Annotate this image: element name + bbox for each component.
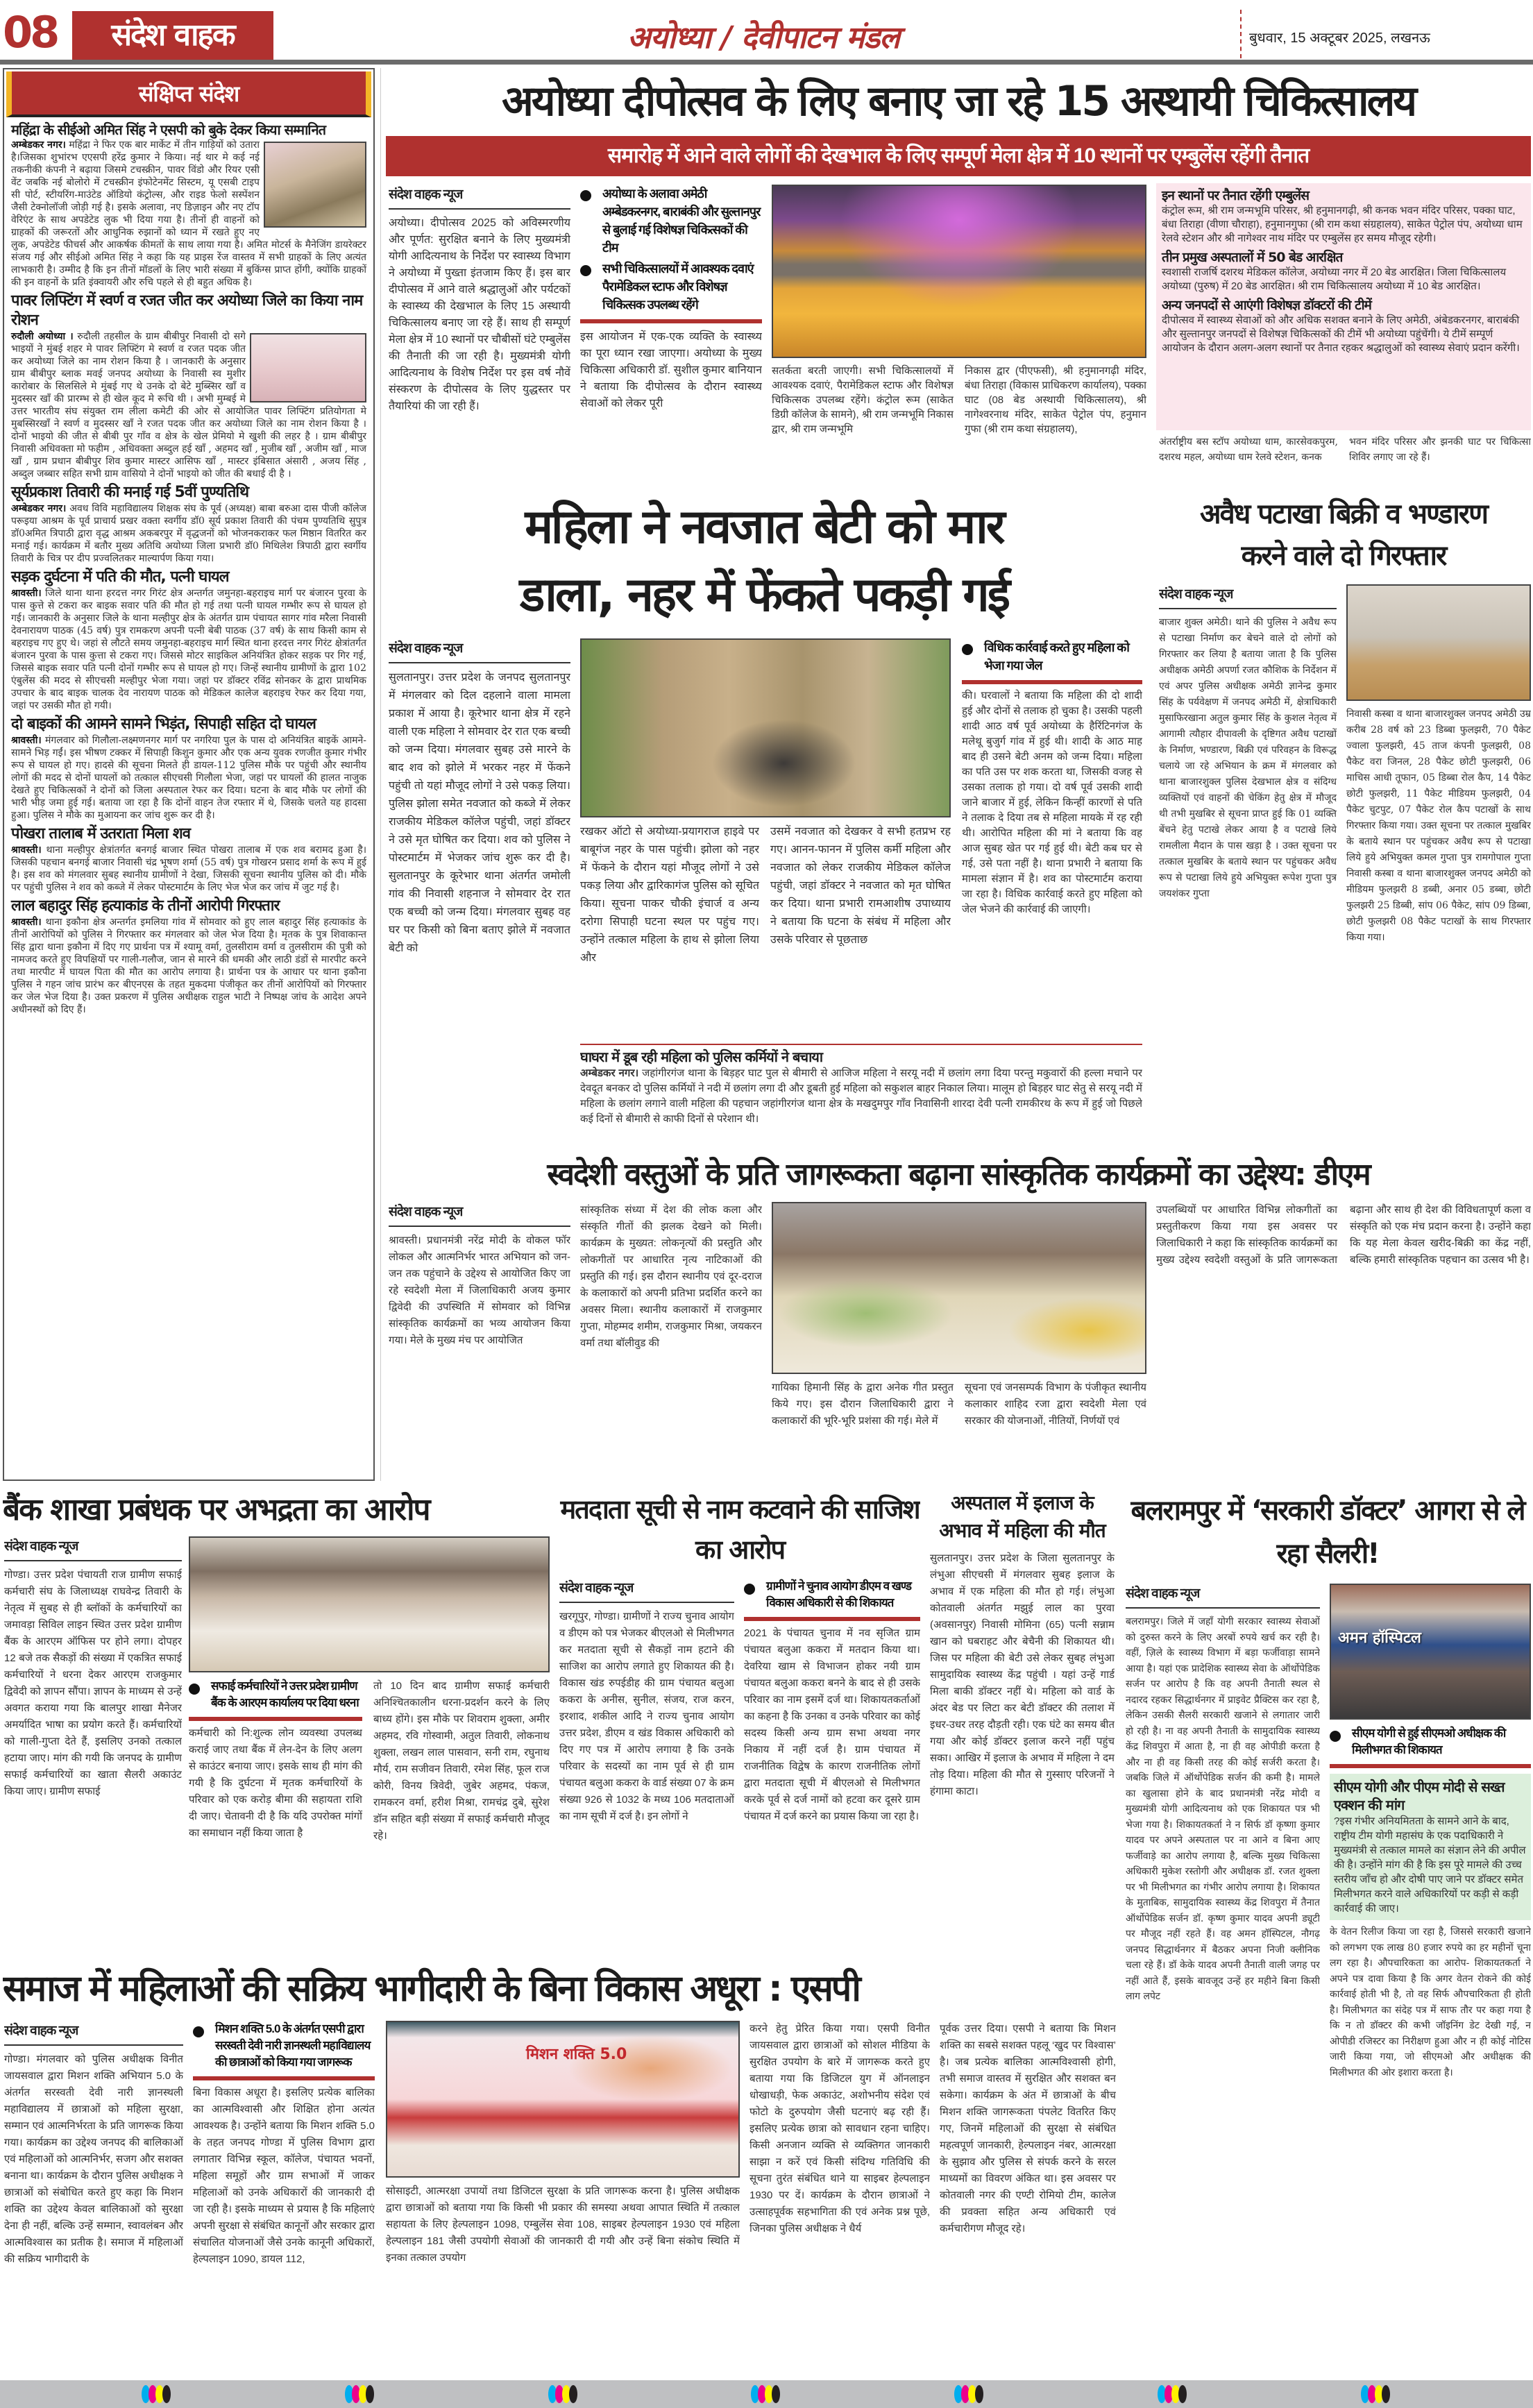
- lead-sidebar: [1156, 183, 1531, 430]
- sidebar-section: [1162, 187, 1525, 246]
- photo-mission-shakti-event: [386, 2021, 740, 2178]
- sidebar-heading: इन स्थानों पर तैनात रहेंगी एम्बुलेंस: [1162, 188, 1309, 203]
- women-col2: बिना विकास अधूरा है। इसलिए प्रत्येक बालिका का आत्मविश्वासी और शिक्षित होना अत्यंत आवश्यक है। उन्होंने बताया कि मिशन शक्ति 5.0 के तहत जनपद गोण्डा में पुलिस विभाग द्वारा लगातार विभिन्न स्कूल, कॉलेज, पंचायत भवनों, महिला समूहों और ग्राम सभाओं में जाकर महिलाओं को उनके अधिकारों की जानकारी दी जा रही है। इसके माध्यम से प्रयास है कि महिलाएं अपनी सुरक्षा से संबंधित कानूनों और सरकार द्वारा संचालित योजनाओं जैसे उनके कानूनी अधिकारों, हेल्पलाइन 1090, डायल 112,: [193, 2087, 375, 2265]
- newborn-col3: उसमें नवजात को देखकर वे सभी हतप्रभ रह गए। आनन-फानन में पुलिस कर्मी महिला और नवजात को लेकर राजकीय मेडिकल कॉलेज पहुंची, जहां डॉक्टर ने नवजात को मृत घोषित कर दिया। थाना प्रभारी रामआशीष उपाध्याय ने बताया कि घटना के संबंध में महिला और उसके परिवार से पूछताछ: [770, 826, 951, 946]
- photo-powerlifting-medalists: [250, 333, 366, 402]
- voter-col2: 2021 के पंचायत चुनाव में नव सृजित ग्राम पंचायत बलुआ ककरा में मतदान किया था। देवरिया खाम से विभाजन होकर नयी ग्राम पंचायत बलुआ ककरा बनने के बाद से ही उसके परिवार का नाम इसमें दर्ज था। शिकायतकर्ताओं का कहना है कि उनका व उनके परिवार का कोई सदस्य किसी अन्य ग्राम सभा अथवा नगर निकाय में नहीं दर्ज है। ग्राम पंचायत में राजनीतिक विद्वेष के कारण राजनीतिक लोगों द्वारा मतदाता सूची में बीएलओ से मिलीभगत करके पूर्व से दर्ज नामों को हटवा कर दूसरे ग्राम पंचायत में दर्ज करने का प्रयास किया जा रहा है।: [744, 1627, 920, 1822]
- newborn-headline-2: डाला, नहर में फेंकते पकड़ी गई: [519, 568, 1009, 622]
- brief-text: अवध विवि महाविद्यालय शिक्षक संघ के पूर्व (अध्यक्ष) बाबा बरुआ दास पीजी कॉलेज परूइया आश्रम के पूर्व प्राचार्य प्रखर वक्ता स्वर्गीय डॉ0 सूर्य प्रकाश तिवारी की पंचम पुण्यतिथि सुपुत्र डॉ0अमित त्रिपाठी द्वारा वृद्ध आश्रम अकबरपुर में वृद्धजनों को भोजनकराकर फल मिष्ठान वितरित कर मनाई गई। कार्यक्रम में बतौर मुख्य अतिथि अयोध्या जिला प्रभारी डॉ0 मिथिलेश त्रिपाठी द्वारा स्वर्गीय तिवारी के चित्र पर दीप प्रज्वलितकर माल्यार्पण किया गया।: [11, 503, 367, 564]
- bullet-rule: [962, 680, 1142, 684]
- brief-text: मंगलवार को गिलौला-लक्ष्मणनगर मार्ग पर नगरिया पुल के पास दो अनियंत्रित बाइकें आमने-सामने भिड़ गईं। इस भीषण टक्कर में सिपाही किशुन कुमार और एक अन्य युवक रणजीत कुमार गंभीर रूप से घायल हो गए। हादसे की सूचना मिलते ही डायल-112 पुलिस मौके पर पहुंची और स्थानीय लोगों की मदद से दोनों घायलों को तत्काल सीएचसी गिलौला भेजा, जहां पर घायलों की हालत नाजुक देखते हुए चिकित्सकों ने दोनों को जिला अस्पताल रेफर कर दिया। घटना के बाद मौके पर लोगों की भारी भीड़ जमा हुई गई। बताया जा रहा है कि दोनों वाहन तेज रफ्तार में थे, जिसके चलते यह हादसा हुआ। पुलिस ने मौके का मुआयना कर जांच शुरू कर दी है।: [11, 735, 366, 821]
- byline: संदेश वाहक न्यूज: [559, 1578, 734, 1603]
- swadeshi-col4: सूचना एवं जनसम्पर्क विभाग के पंजीकृत स्थानीय कलाकार शाहिद रजा द्वारा स्वदेशी मेला एवं सरकार की योजनाओं, नीतियों, निर्णयों एवं: [965, 1382, 1146, 1427]
- sidebar-text: स्वशासी राजर्षि दशरथ मेडिकल कॉलेज, अयोध्या नगर में 20 बेड आरक्षित। जिला चिकित्सालय अयोध्या (पुरुष) में 20 बेड आरक्षित। श्री राम चिकित्सालय अयोध्या में 10 बेड आरक्षित।: [1162, 266, 1507, 292]
- brief-item: [11, 712, 366, 822]
- newborn-headline-1: महिला ने नवजात बेटी को मार: [525, 500, 1003, 554]
- hospital-text: सुलतानपुर। उत्तर प्रदेश के जिला सुलतानपुर के लंभुआ सीएचसी में मंगलवार सुबह इलाज के अभाव में एक महिला की मौत हो गई। लंभुआ कोतवाली अंतर्गत मझुई लाल का पुरवा (अवसानपुर) निवासी मोमिना (65) पत्नी सन्नाम खान को घबराहट और बेचैनी की शिकायत थी। जिस पर महिला की बेटी उसे लेकर सुबह लंभुआ सामुदायिक स्वास्थ्य केंद्र पहुंची । यहां उन्हें गार्ड मिला बाकी डॉक्टर नहीं थे। महिला को वार्ड के अंदर बेड पर लिटा कर बेटी डॉक्टर की तलाश में इधर-उधर तरह दौड़ती रही। एक घंटे का समय बीत गया और कोई डॉक्टर इलाज करने नहीं पहुंच सका। आखिर में इलाज के अभाव में महिला ने दम तोड़ दिया। महिला की मौत से गुस्साए परिजनों ने हंगामा काटा।: [930, 1552, 1115, 1797]
- lead-headline: अयोध्या दीपोत्सव के लिए बनाए जा रहे 15 अस्थायी चिकित्सालय: [501, 77, 1416, 126]
- brief-item: [11, 289, 366, 480]
- page-number: 08: [3, 7, 58, 58]
- swadeshi-col3: गायिका हिमानी सिंह के द्वारा अनेक गीत प्रस्तुत किये गए। इस दौरान जिलाधिकारी द्वारा ने कलाकारों की भूरि-भूरि प्रशंसा की गई। मेले में: [772, 1382, 954, 1427]
- swadeshi-headline: स्वदेशी वस्तुओं के प्रति जागरूकता बढ़ाना सांस्कृतिक कार्यक्रमों का उद्देश्य: डीएम: [547, 1157, 1370, 1192]
- registration-mark: [346, 2385, 374, 2403]
- bullet-rule: [1330, 1764, 1531, 1768]
- bank-headline: बैंक शाखा प्रबंधक पर अभद्रता का आरोप: [3, 1492, 430, 1527]
- swadeshi-col2: सांस्कृतिक संध्या में देश की लोक कला और संस्कृति गीतों की झलक देखने को मिली। कार्यक्रम के मुख्यत: लोकनृत्यों की प्रस्तुति और लोकगीतों पर आधारित नृत्य नाटिकाओं की प्रस्तुति की गई। इस दौरान स्थानीय एवं दूर-दराज के कलाकारों को अपनी प्रतिभा प्रदर्शित करने का अवसर मिला। स्थानीय कलाकारों में राजकुमार गुप्ता, मोहम्मद शमीम, राजकुमार मिश्रा, जयकरन वर्मा तथा बॉलीवुड की: [580, 1204, 762, 1349]
- brief-headline: सूर्यप्रकाश तिवारी की मनाई गई 5वीं पुण्यतिथि: [11, 484, 249, 501]
- lead-col2: इस आयोजन में एक-एक व्यक्ति के स्वास्थ्य का पूरा ध्यान रखा जाएगा। अयोध्या के मुख्य चिकित्सा अधिकारी डॉ. सुशील कुमार बानियान ने बताया कि दीपोत्सव के दौरान स्वास्थ्य सेवाओं को लेकर पूरी: [580, 331, 762, 409]
- registration-mark: [1159, 2385, 1187, 2403]
- brief-item: [11, 894, 366, 1016]
- voter-headline: मतदाता सूची से नाम कटवाने की साजिश का आरोप: [560, 1494, 920, 1565]
- women-col3: सोसाइटी, आत्मरक्षा उपायों तथा डिजिटल सुरक्षा के प्रति जागरूक करना है। पुलिस अधीक्षक द्वारा छात्राओं को बताया गया कि किसी भी प्रकार की समस्या अथवा आपात स्थिति में तत्काल सहायता के लिए हेल्पलाइन 1098, एम्बुलेंस सेवा 108, साइबर हेल्पलाइन 1930 एवं महिला हेल्पलाइन 181 जैसी उपयोगी सेवाओं की जानकारी दी गयी और उन्हें बिना संकोच स्थिति में इनका तत्काल उपयोग: [386, 2185, 740, 2264]
- firecracker-col1: बाजार शुक्ल अमेठी। थाने की पुलिस ने अवैध रूप से पटाखा निर्माण कर बेचने वाले दो लोगों को गिरफ्तार कर लिया है बताया जाता है कि पुलिस अधीक्षक अमेठी अपर्णा रजत कौशिक के निर्देशन में एवं अपर पुलिस अधीक्षक अमेठी ज्ञानेन्द्र कुमार सिंह के पर्यवेक्षण में जनपद अमेठी में, क्षेत्राधिकारी मुसाफिरखाना अतुल कुमार सिंह के कुशल नेतृत्व में आगामी त्यौहार दीपावली के दृष्टिगत अवैध पटाखों के निर्माण, भण्डारण, बिक्री एवं परिवहन के विरूद्ध चलाये जा रहे अभियान के क्रम में मंगलवार को थाना बाजारशुक्ल पुलिस देखभाल क्षेत्र व संदिग्ध व्यक्तियों एवं वाहनों की चेकिंग हेतु क्षेत्र में मौजूद थी तभी मुखबिर से सूचना प्राप्त हुई कि 01 व्यक्ति बेंचने हेतु पटाखे लेकर आया है व पटाखे लिये रामलीला मैदान के पास खड़ा है । उक्त सूचना पर तत्काल मुखबिर के बताये स्थान पर पहुंचकर अवैध रूप से पटाखा लिये हुये अभियुक्त रूपेश गुप्ता पुत्र जयशंकर गुप्ता: [1159, 617, 1337, 899]
- bank-bullet: सफाई कर्मचारियों ने उत्तर प्रदेश ग्रामीण बैंक के आरएम कार्यालय पर दिया धरना: [189, 1678, 362, 1711]
- women-bullet: मिशन शक्ति 5.0 के अंतर्गत एसपी द्वारा सरस्वती देवी नारी ज्ञानस्थली महाविद्यालय की छात्राओं को किया गया जागरूक: [193, 2021, 375, 2071]
- column-rule: [380, 68, 381, 1481]
- bullet-rule: [193, 2076, 375, 2080]
- doctor-col2: के वेतन रिलीज किया जा रहा है, जिससे सरकारी खजाने को लगभग एक लाख 80 हजार रुपये का हर महीनों चूना लग रहा है। औपचारिकता का आरोप- शिकायतकर्ता ने अपने पत्र दावा किया है कि अगर वेतन रोकने की कोई कार्रवाई होती भी है, तो वह सिर्फ औपचारिकता ही होती है। मिलीभगत का संदेह पत्र में साफ तौर पर कहा गया है कि न तो डॉक्टर की कभी जॉइनिंग डेट देखी गई, न ओपीडी रजिस्टर का निरीक्षण हुआ और न ही कोई नोटिस जारी किया गया, जो सीएमओ और अधीक्षक की मिलीभगत की ओर इशारा करता है।: [1330, 1926, 1531, 2078]
- bullet-rule: [744, 1617, 920, 1621]
- women-col4: करने हेतु प्रेरित किया गया। एसपी विनीत जायसवाल द्वारा छात्राओं को सोशल मीडिया के सुरक्षित उपयोग के बारे में जागरूक करते हुए बताया गया कि डिजिटल युग में ऑनलाइन धोखाधड़ी, फेक अकाउंट, अशोभनीय संदेश एवं फोटो के दुरुपयोग जैसी घटनाएं बढ़ रही हैं। इसलिए प्रत्येक छात्रा को सावधान रहना चाहिए। किसी अनजान व्यक्ति से व्यक्तिगत जानकारी साझा न करें एवं किसी संदिग्ध गतिविधि की सूचना तुरंत संबंधित थाने या साइबर हेल्पलाइन 1930 पर दें। कार्यक्रम के दौरान छात्राओं ने उत्साहपूर्वक सहभागिता की एवं अनेक प्रश्न पूछे, जिनका पुलिस अधीक्षक ने धैर्य: [749, 2023, 930, 2235]
- photo-deepotsav-aerial: [772, 185, 1146, 358]
- newborn-col2: रखकर ऑटो से अयोध्या-प्रयागराज हाइवे पर बाबूगंज नहर के पास पहुंची। झोला को नहर में फेंकने के दौरान यहां मौजूद लोगों ने उसे पकड़ लिया और द्वारिकागंज पुलिस को सूचित किया। सूचना पाकर चौकी इंचार्ज व अन्य दरोगा सिपाही घटना स्थल पर पहुंच गए। उन्होंने तत्काल महिला के हाथ से झोला लिया और: [580, 826, 759, 964]
- demand-box: [1330, 1774, 1531, 1920]
- brief-text: जिले थाना थाना हरदत्त नगर गिरंट क्षेत्र अन्तर्गत जमुनहा-बहराइच मार्ग पर बंजारन पुरवा के पास कुत्ते से टकरा कर बाइक सवार पति की मौत हो गई तथा पत्नी घायल गम्भीर रूप से घायल हो गई। जानकारी के अनुसार जिले के थाना मल्हीपुर क्षेत्र के अंतर्गत ग्राम पंचायत सागर गांव मरैला निवासी देवनारायण पाठक (45 वर्ष) पुत्र रामकरण अपनी पत्नी बेबी पाठक (37 वर्ष) के साथ किसी काम से बहराइच गए हुए थे। जहां से लौटते समय जमुनहा-बहराइच मार्ग स्थित थाना हरदत्त नगर गिरंट क्षेत्रांतर्गत बंजारन पुरवा के पास कुत्ता से टकरा गए। जिससे मोटर साइकिल अनियंत्रित होकर सड़क पर गिर गई, जिससे बाइक सवार पति पत्नी दोनों गम्भीर रूप से घायल हो गए। जिन्हें स्थानीय ग्रामीणों के द्वारा 102 एंबुलेंस की मदद से सीएचसी मल्हीपुर भेजा गया। जहां पर डॉक्टर रविंद्र सोनकर के द्वारा प्राथमिक उपचार के बाद बाइक चालक देव नारायण पाठक को मेडिकल कालेज बहराइच रेफर कर दिया गया, जहां पर उसकी मौत हो गयी।: [11, 588, 366, 711]
- photo-sanitation-workers-group: [189, 1536, 550, 1672]
- brief-headline: सड़क दुर्घटना में पति की मौत, पत्नी घायल: [11, 568, 229, 586]
- photo-cultural-event-audience: [772, 1202, 1146, 1374]
- sidebar-text: कंट्रोल रूम, श्री राम जन्मभूमि परिसर, श्री हनुमानगढ़ी, श्री कनक भवन मंदिर परिसर, पक्का घाट, बंधा तिराहा (वीणा चौराहा), हनुमानगुफा (श्री राम कथा संग्रहालय), साकेत पेट्रोल पंप, अयोध्या धाम रेलवे स्टेशन और श्री नागेश्वर नाथ मंदिर पर एम्बुलेंस हर समय मौजूद रहेगी।: [1162, 205, 1523, 244]
- doctor-col1: बलरामपुर। जिले में जहाँ योगी सरकार स्वास्थ्य सेवाओं को दुरुस्त करने के लिए अरबों रुपये खर्च कर रही है। वहीं, ज़िले के स्वास्थ्य विभाग में बड़ा फर्जीवाड़ा सामने आया है। यहां एक प्रादेशिक स्वास्थ्य सेवा के ऑर्थोपेडिक सर्जन पर आरोप है कि वह अपनी तैनाती स्थल से नदारद रहकर सिद्धार्थनगर में प्राइवेट प्रैक्टिस कर रहा है, लेकिन उसकी सैलरी सरकारी खजाने से लगातार जारी हो रही है। ना वह अपनी तैनाती के सामुदायिक स्वास्थ्य केंद्र शिवपुरा में आता है, ना ही वह ओपीडी करता है और ना ही वह किसी तरह की कोई सर्जरी करता है। जबकि जिले में ऑर्थोपेडिक सर्जन की कमी है। मामले का खुलासा होने के बाद प्रधानमंत्री नरेंद्र मोदी व मुख्यमंत्री योगी आदित्यनाथ को एक शिकायत पत्र भी भेजा गया है। शिकायतकर्ता ने न सिर्फ डॉ कृष्णा कुमार यादव पर अपने अस्पताल पर ना आने व बिना आए फर्जीवाड़े का आरोप लगाया है, बल्कि मुख्य चिकित्सा अधिकारी मुकेश रस्तोगी और अधीक्षक डॉ. रजत शुक्ला पर भी मिलीभगत का गंभीर आरोप लगाया है। शिकायत के मुताबिक, सामुदायिक स्वास्थ्य केंद्र शिवपुरा में तैनात ऑर्थोपेडिक सर्जन डॉ. कृष्ण कुमार यादव अपनी ड्यूटी पर मौजूद नहीं रहते हैं। वह अमन हॉस्पिटल, नौगढ़ जनपद सिद्धार्थनगर में बैठकर अपना निजी क्लीनिक चला रहे हैं। डॉ केके यादव अपनी तैनाती वाली जगह पर नहीं आते हैं, इसके बावजूद उन्हें हर महीने बिना किसी लाग लपेट: [1126, 1616, 1320, 2002]
- banner-text: मिशन शक्ति 5.0: [526, 2046, 627, 2063]
- brief-dateline: श्रावस्ती।: [11, 845, 42, 856]
- brief-text: थाना इकौना क्षेत्र अन्तर्गत इमलिया गांव में सोमवार को हुए लाल बहादुर सिंह हत्याकांड के तीनों आरोपियों को पुलिस ने गिरफ्तार कर मंगलवार को जेल भेज दिया है। मृतक के पुत्र शिवाकान्त सिंह द्वारा थाना इकौना में दिए गए प्रार्थना पत्र में श्यामू वर्मा, तुलसीराम वर्मा व तुलसीराम की पुत्री को नामजद करते हुए विपक्षियों पर गाली-गलौज, जान से मारने की धमकी और लाठी डंडों से मारपीट करने तथा मारपीट में घायल पिता की मौत का आरोप लगाया है। प्रार्थना पत्र के आधार पर थाना इकौना पुलिस ने गहन जांच प्रारंभ कर बीएनएस के तहत मुकदमा पंजीकृत कर तीनों आरोपियों को गिरफ्तार कर जेल भेज दिया है। उक्त प्रकरण में पुलिस अधीक्षक राहुल भाटी ने निष्पक्ष जांच के आदेश अपने अधीनस्थों को दिए हैं।: [11, 917, 367, 1015]
- bank-col3: तो 10 दिन बाद ग्रामीण सफाई कर्मचारी अनिश्चितकालीन धरना-प्रदर्शन करने के लिए बाध्य होंगे। इस मौके पर शिवराम शुक्ला, अमीर अहमद, रवि गोस्वामी, अतुल तिवारी, लोकनाथ शुक्ला, लखन लाल पासवान, सनी राम, रघुनाथ मौर्य, राम सजीवन तिवारी, रमेश सिंह, फूल राज कोरी, विनय त्रिवेदी, जुबेर अहमद, पंकज, रामकरन वर्मा, हरीश मिश्रा, रामचंद्र दुबे, सुरेश डॉन सहित बड़ी संख्या में सफाई कर्मचारी मौजूद रहे।: [373, 1680, 550, 1842]
- lead-col5: अंतर्राष्ट्रीय बस स्टॉप अयोध्या धाम, कारसेवकपुरम, दशरथ महल, अयोध्या धाम रेलवे स्टेशन, कनक: [1159, 436, 1338, 463]
- byline: संदेश वाहक न्यूज: [1126, 1584, 1320, 1609]
- lead-bullet-2: सभी चिकित्सालयों में आवश्यक दवाएं पैरामेडिकल स्टाफ और विशेषज्ञ चिकित्सक उपलब्ध रहेंगे: [580, 260, 762, 314]
- byline: संदेश वाहक न्यूज: [389, 638, 570, 663]
- byline: संदेश वाहक न्यूज: [4, 2021, 183, 2046]
- masthead-rule: [0, 60, 1533, 65]
- brief-headline: महिंद्रा के सीईओ अमित सिंह ने एसपी को बुके देकर किया सम्मानित: [11, 121, 325, 138]
- newborn-bullet: विधिक कार्रवाई करते हुए महिला को भेजा गया जेल: [962, 638, 1142, 675]
- lead-col6: भवन मंदिर परिसर और झनकी घाट पर चिकित्सा शिविर लगाए जा रहे हैं।: [1349, 436, 1531, 463]
- brief-dateline: अम्बेडकर नगर।: [11, 139, 66, 151]
- sidebar-section: [1162, 249, 1525, 294]
- byline: संदेश वाहक न्यूज: [1159, 584, 1337, 609]
- voter-bullet: ग्रामीणों ने चुनाव आयोग डीएम व खण्ड विकास अधिकारी से की शिकायत: [744, 1578, 920, 1611]
- lead-bullet-1: अयोध्या के अलावा अमेठी अम्बेडकरनगर, बाराबंकी और सुल्तानपुर से बुलाई गई विशेषज्ञ चिकित्सकों की टीम: [580, 185, 762, 257]
- bullet-rule: [189, 1717, 362, 1721]
- drowning-headline: घाघरा में डूब रही महिला को पुलिस कर्मियों ने बचाया: [580, 1049, 823, 1065]
- brief-item: [11, 121, 366, 289]
- sidebar-heading: तीन प्रमुख अस्पतालों में 50 बेड आरक्षित: [1162, 250, 1343, 265]
- byline: संदेश वाहक न्यूज: [389, 185, 570, 210]
- sidebar-section: [1162, 297, 1525, 355]
- section-title: अयोध्या / देवीपाटन मंडल: [627, 20, 899, 56]
- hospital-sign-text: अमन हॉस्पिटल: [1338, 1629, 1421, 1647]
- women-col5: पूर्वक उत्तर दिया। एसपी ने बताया कि मिशन शक्ति का सबसे सशक्त पहलू ‘खुद पर विश्वास’ है। जब प्रत्येक बालिका आत्मविश्वासी होगी, तभी समाज वास्तव में सुरक्षित और सशक्त बन सकेगा। कार्यक्रम के अंत में छात्राओं के बीच मिशन शक्ति जागरूकता पंपलेट वितरित किए गए, जिनमें महिलाओं की सुरक्षा से संबंधित महत्वपूर्ण जानकारी, हेल्पलाइन नंबर, आत्मरक्षा के सुझाव और पुलिस से संपर्क करने के सरल माध्यमों का विवरण अंकित था। इस अवसर पर कोतवाली नगर की एण्टी रोमियो टीम, कालेज की प्रवक्ता सहित अन्य अधिकारी एवं कर्मचारीगण मौजूद रहे।: [940, 2023, 1116, 2235]
- brief-headline: पोखरा तालाब में उतराता मिला शव: [11, 825, 190, 842]
- swadeshi-col1: श्रावस्ती। प्रधानमंत्री नरेंद्र मोदी के वोकल फॉर लोकल और आत्मनिर्भर भारत अभियान को जन-जन तक पहुंचाने के उद्देश्य से आयोजित किए जा रहे स्वदेशी मेला में जिलाधिकारी अजय कुमार द्विवेदी की उपस्थिति में सोमवार को विभिन्न सांस्कृतिक कार्यक्रमों का भव्य आयोजन किया गया। मेले के मुख्य मंच पर आयोजित: [389, 1235, 570, 1346]
- firecracker-headline-1: अवैध पटाखा बिक्री व भण्डारण: [1199, 498, 1488, 530]
- hospital-headline: अस्पताल में इलाज के अभाव में महिला की मौत: [939, 1491, 1106, 1542]
- sidebar-heading: अन्य जनपदों से आएंगी विशेषज्ञ डॉक्टरों की टीमें: [1162, 298, 1371, 313]
- brief-headline: पावर लिफ्टिंग में स्वर्ण व रजत जीत कर अयोध्या जिले का किया नाम रोशन: [11, 292, 363, 329]
- brief-text: रुदौली तहसील के ग्राम बीबीपुर निवासी दो सगे भाइयों ने मुंबई शहर मे पावर लिफ्टिंग मे स्वर्ण व रजत पदक जीत कर अयोध्या जिले का नाम रोशन किया है । जानकारी के अनुसार ग्राम बीबीपुर ब्लाक मवई जनपद अयोध्या के निवासी स्व मुशीर कारोबार के सिलसिले मे मुंबई गए थे उनके दो बेटे मुब्स्सिर खाँ व मुदस्सर खाँ की प्रारम्भ से ही खेल कूद मे रूचि थी । अभी मुम्बई मे उत्तर भारतीय संघ संयुक्त राम लीला कमेटी की ओर से आयोजित पावर लिफ्टिंग प्रतियोगता मे मुबस्सिरखाँ ने स्वर्ण व मुदस्सर खाँ ने रजत पदक जीत कर अयोध्या जिले का नाम रोशन किया है । दोनों भाइयो की जीत से बीबी पुर गाँव व क्षेत्र के खेल प्रेमियो मे खुशी की लहर है । ग्राम बीबीपुर निवासी अधिवक्ता मो फहीम , अधिवक्ता अब्दुल हई खाँ , अहमद खाँ , मुजीब खाँ , अजीम खाँ , माज खाँ , ग्राम प्रधान बीबीपुर शिव कुमार मास्टर आसिफ खाँ , मास्टर इंबिसात अंसारी , अजय सिंह , अब्दुल जब्बार सहित सभी ग्राम वासियो ने दोनों भाइयो को जीत की बधाई दी है ।: [11, 331, 366, 480]
- registration-mark: [1362, 2385, 1390, 2403]
- registration-mark: [956, 2385, 983, 2403]
- brief-news-title: संक्षिप्त संदेश: [138, 80, 239, 107]
- newborn-col1: सुलतानपुर। उत्तर प्रदेश के जनपद सुलतानपुर में मंगलवार को दिल दहलाने वाला मामला प्रकाश में आया है। कूरेभार थाना क्षेत्र में रहने वाली एक महिला ने सोमवार देर रात एक बच्ची को जन्म दिया। मंगलवार सुबह उसे मारने के बाद शव को झोले में भरकर नहर में फेंकने पहुंची तो यहां मौजूद लोगों ने उसे पकड़ लिया। पुलिस झोला समेत नवजात को कब्जे में लेकर राजकीय मेडिकल कॉलेज पहुंची, जहां डॉक्टर ने उसे मृत घोषित कर दिया। शव को पुलिस ने पोस्टमार्टम में भेजकर जांच शुरू कर दी है। सुलतानपुर के कूरेभार थाना अंतर्गत जमोली गांव की निवासी शहनाज ने सोमवार देर रात एक बच्ची को जन्म दिया। मंगलवार सुबह वह घर पर किसी को बिना बताए झोले में नवजात बेटी को: [389, 672, 570, 954]
- photo-aman-hospital-signboard: [1330, 1584, 1531, 1720]
- bank-col1: गोण्डा। उत्तर प्रदेश पंचायती राज ग्रामीण सफाई कर्मचारी संघ के जिलाध्यक्ष राघवेन्द्र तिवारी के नेतृत्व में सुबह से ही ब्लॉकों के कर्मचारियों का जमावड़ा सिविल लाइन स्थित उत्तर प्रदेश ग्रामीण बैंक के आरएम ऑफिस पर होने लगा। दोपहर 12 बजे तक सैकड़ों की संख्या में एकत्रित सफाई कर्मचारियों ने धरना देकर आरएम राजकुमार द्विवेदी को ज्ञापन सौंपा। ज्ञापन के माध्यम से उन्हें अवगत कराया गया कि बालपुर शाखा मैनेजर अमर्यादित भाषा का प्रयोग करते हैं। कर्मचारियों को गाली-गुप्ता देते हैं, इसलिए उनको तत्काल हटाया जाए। मांग की गयी कि जनपद के ग्रामीण सफाई कर्मचारियों का खाता सैलरी अकाउंट किया जाए। ग्रामीण सफाई: [4, 1569, 182, 1797]
- photo-police-bouquet: [264, 142, 366, 228]
- brief-headline: लाल बहादुर सिंह हत्याकांड के तीनों आरोपी गिरफ्तार: [11, 897, 280, 915]
- byline: संदेश वाहक न्यूज: [389, 1202, 570, 1227]
- newborn-col4: की। घरवालों ने बताया कि महिला की दो शादी हुई और दोनों से तलाक हो चुका है। उसकी पहली शादी आठ वर्ष पूर्व अयोध्या के हैरिंटिनगंज के मलेथू बुजुर्ग गांव में हुई थी। शादी के आठ माह बाद ही उसने बेटी अनम को जन्म दिया। महिला का पति उस पर शक करता था, जिसकी वजह से उसका तलाक हो गया। दो वर्ष पूर्व उसकी शादी जाने बाजार में हुई, लेकिन किन्हीं कारणों से पति ने तलाक दे दिया तब से महिला मायके में रह रही थी। आरोपित महिला की मां ने बताया कि वह आज सुबह खेत पर गई हुई थी। बेटी कब घर से गई, उसे पता नहीं है। थाना प्रभारी ने बताया कि मामला संज्ञान में है। शव का पोस्टमार्टम कराया जा रहा है। विधिक कार्रवाई करते हुए महिला को जेल भेजने की कार्रवाई की जाएगी।: [962, 690, 1142, 915]
- brief-item: [11, 565, 366, 712]
- women-col1: गोण्डा। मंगलवार को पुलिस अधीक्षक विनीत जायसवाल द्वारा मिशन शक्ति अभियान 5.0 के अंतर्गत सरस्वती देवी नारी ज्ञानस्थली महाविद्यालय में छात्राओं को महिला सुरक्षा, सम्मान एवं आत्मनिर्भरता के प्रति जागरूक किया गया। कार्यक्रम का उद्देश्य जनपद की बालिकाओं एवं महिलाओं को आत्मनिर्भर, सजग और सशक्त बनाना था। कार्यक्रम के दौरान पुलिस अधीक्षक ने छात्राओं को संबोधित करते हुए कहा कि मिशन शक्ति का उद्देश्य केवल बालिकाओं को सुरक्षा देना ही नहीं, बल्कि उन्हें सम्मान, स्वावलंबन और आत्मविश्वास का प्रतीक है। समाज में महिलाओं की सक्रिय भागीदारी के: [4, 2053, 183, 2265]
- registration-mark: [752, 2385, 780, 2403]
- photo-police-with-woman: [580, 638, 951, 817]
- masthead: [0, 0, 1533, 60]
- brief-dateline: श्रावस्ती।: [11, 588, 42, 599]
- brief-dateline: श्रावस्ती।: [11, 917, 42, 928]
- drowning-text: जहांगीरगंज थाना के बिड़हर घाट पुल से बीमारी से आजिज महिला ने सरयू नदी में छलांग लगा दिया परन्तु मकुवारों की हल्ला मचाने पर देवदूत बनकर दो पुलिस कर्मियों ने नदी में छलांग लगा दी और डूबती हुई महिला को सकुशल बाहर निकाल लिया। मालूम हो बिड़हर घाट सेतु से सरयू नदी में महिला के छलांग लगाने वाली महिला की पहचान जहांगीरगंज थाना क्षेत्र के मखदुमपुर गाँव निवासिनी शारदा देवी पत्नी रामकीरथ के रूप में हुई जो पिछले कई दिनों से बीमारी से काफी दिनों से परेशान थी।: [580, 1067, 1142, 1125]
- lead-col3: सतर्कता बरती जाएगी। सभी चिकित्सालयों में आवश्यक दवाएं, पैरामेडिकल स्टाफ और विशेषज्ञ चिकित्सक उपलब्ध रहेंगे। कंट्रोल रूम (साकेत डिग्री कॉलेज के सामने), श्री राम जन्मभूमि निकास द्वार, श्री राम जन्मभूमि: [772, 365, 954, 435]
- brief-text: महिंद्रा ने फिर एक बार मार्केट में तीन गाड़ियों को उतारा है।जिसका शुभांरभ एएसपी हरेंद्र कुमार ने किया। नई थार मे कई नई तकनीकी कंपनी ने बढ़ाया जिसमे टचस्क्रीन, पावर विंडो और रियर एसी वेंट जबकि नई बोलोरो में टचस्क्रीन इंफोटेनमेंट सिस्टम, यू एसबी टाइप सी पोर्ट, स्टीयरिंग-माउंटेड ऑडियो कंट्रोल्स, और राइड फेलो सस्पेंशन जैसी टेक्नोलॉजी जोड़ी गई है। इसके अलावा, नए डिज़ाइन और नए टॉप वेरिएंट के साथ अपडेटेड लुक भी दिया गया है। तीनों ही वाहनों को ग्राहकों की जरूरतों और आधुनिक रुझानों को ध्यान में रखते हुए नए लुक, अपडेटेड फीचर्स और आकर्षक कीमतों के साथ लाया गया है। अमित मोटर्स के मैनेजिंग डायरेक्टर संजय गई और सीईओ अमित सिंह ने कहा कि यह प्राइस रेंज वास्तव में सभी ग्राहकों के लिए अत्यंत लाभकारी है। उम्मीद है कि इन तीनों मॉडलों के लिए भारी संख्या में बुकिंग्स प्राप्त होंगी, क्योंकि ग्राहकों की इन वाहनों के प्रति इंक्वायरी और रुचि पहले से ही बहुत अधिक है।: [11, 139, 366, 288]
- brief-dateline: श्रावस्ती।: [11, 735, 42, 746]
- brief-item: [11, 480, 366, 565]
- demand-box-text: ?इस गंभीर अनियमितता के सामने आने के बाद, राष्ट्रीय टीम योगी महासंघ के एक पदाधिकारी ने मुख्यमंत्री से तत्काल मामले का संज्ञान लेने की अपील की है। उन्होंने मांग की है कि इस पूरे मामले की उच्च स्तरीय जाँच हो और दोषी पाए जाने पर डॉक्टर समेत मिलीभगत करने वाले अधिकारियों पर कड़ी से कड़ी कार्रवाई की जाए।: [1334, 1815, 1526, 1915]
- brief-headline: दो बाइकों की आमने सामने भिड़ंत, सिपाही सहित दो घायल: [11, 715, 316, 733]
- demand-box-title: सीएम योगी और पीएम मोदी से सख्त एक्शन की मांग: [1334, 1779, 1505, 1813]
- brief-news-header: [6, 71, 371, 117]
- registration-mark: [143, 2385, 171, 2403]
- bank-col2: कर्मचारी को नि:शुल्क लोन व्यवस्था उपलब्ध कराई जाए तथा बैंक में लेन-देन के लिए अलग से काउंटर बनाया जाए। इसके साथ ही मांग की गयी है कि दुर्घटना में मृतक कर्मचारियों के परिवार को एक करोड़ बीमा की सहायता राशि दी जाए। चेतावनी दी है कि यदि उपरोक्त मांगों का समाधान नहीं किया जाता है: [189, 1727, 362, 1839]
- lead-subheadline: समारोह में आने वाले लोगों की देखभाल के लिए सम्पूर्ण मेला क्षेत्र में 10 स्थानों पर एम्बुलेंस रहेंगी तैनात: [386, 136, 1531, 176]
- firecracker-col2: निवासी कस्बा व थाना बाजारशुक्ल जनपद अमेठी उम्र करीब 28 वर्ष को 23 डिब्बा फुलझरी, 70 पैकेट ज्वाला फुलझरी, 45 ताज कंपनी फुलझरी, 08 पैकेट वरा जिनल, 28 पैकेट छोटी फुलझरी, 06 माचिस आधी तूफान, 05 डिब्बा रोल कैप, 14 पैकेट छोटी फुलझरी, 11 पैकेट मीडियम फुलझरी, 04 पैकेट चुटपुट, 07 पैकेट रोल कैप पटाखों के साथ गिरफ्तार किया गया। उक्त सूचना पर तत्काल मुखबिर के बताये स्थान पर पहुंचकर अवैध रूप से पटाखा लिये हुये अभियुक्त कमल गुप्ता पुत्र रामगोपाल गुप्ता निवासी कस्बा व थाना बाजारशुक्ल जनपद अमेठी को मीडियम फुलझरी 8 डब्बी, अनार 05 डब्बा, छोटी फुलझरी 25 डिब्बी, सांप 06 पैकेट, सांप 09 डिब्बा, छोटी फुलझरी 08 पैकेट पटाखों के साथ गिरफ्तार किया गया।: [1346, 709, 1531, 943]
- header-divider: [1240, 10, 1242, 58]
- photo-police-with-seized-firecrackers: [1346, 584, 1531, 701]
- lead-col4: निकास द्वार (पीएफसी), श्री हनुमानगढ़ी मंदिर, बंधा तिराहा (विकास प्राधिकरण कार्यालय), पक्का घाट (08 बेड अस्थायी चिकित्सालय), श्री नागेश्वरनाथ मंदिर, साकेत पेट्रोल पंप, हनुमान गुफा (श्री राम कथा संग्रहालय),: [965, 365, 1146, 435]
- voter-col1: खरगूपुर, गोण्डा। ग्रामीणों ने राज्य चुनाव आयोग व डीएम को पत्र भेजकर बीएलओ से मिलीभगत कर मतदाता सूची से सैकड़ों नाम हटाने की साजिश का आरोप लगाते हुए शिकायत की है। विकास खंड रुपईडीह की ग्राम पंचायत बलुआ ककरा के अनीस, सुनील, संजय, राज करन, इरशाद, शकील आदि ने राज्य चुनाव आयोग उत्तर प्रदेश, डीएम व खंड विकास अधिकारी को दिए गए पत्र में आरोप लगाया है कि उनके परिवार के सदस्यों का नाम पूर्व से ही ग्राम पंचायत बलुआ ककरा के वार्ड संख्या 07 के क्रम संख्या 926 से 1032 के मध्य 106 मतदाताओं का नाम सूची में दर्ज है। इन लोगों ने: [559, 1611, 734, 1822]
- doctor-headline: बलरामपुर में ‘सरकारी डॉक्टर’ आगरा से ले रहा सैलरी!: [1130, 1495, 1525, 1570]
- registration-mark: [550, 2385, 577, 2403]
- lead-col1: अयोध्या। दीपोत्सव 2025 को अविस्मरणीय और पूर्णत: सुरक्षित बनाने के लिए मुख्यमंत्री योगी आदित्यनाथ के निर्देश पर स्वास्थ्य विभाग ने अयोध्या में पुख्ता इंतजाम किए हैं। इस बार दीपोत्सव में आने वाले श्रद्धालुओं और पर्यटकों के स्वास्थ्य की देखभाल के लिए 15 अस्थायी चिकित्सालय बनाए जा रहे हैं। साथ ही सम्पूर्ण मेला क्षेत्र में 10 स्थानों पर चौबीसों घंटे एम्बुलेंस की तैनाती की जा रही है। मुख्यमंत्री योगी आदित्यनाथ के विशेष निर्देश पर इस वर्ष नौवें संस्करण के दीपोत्सव के लिए युद्धस्तर पर तैयारियां की जा रही हैं।: [389, 217, 570, 412]
- brief-dateline: अम्बेडकर नगर।: [11, 503, 67, 514]
- brief-text: थाना मल्हीपुर क्षेत्रांतर्गत बनगई बाजार स्थित पोखरा तालाब में एक शव बरामद हुआ है। जिसकी पहचान बनगई बाजार निवासी चंद्र भूषण शर्मा (55 वर्ष) पुत्र गोखरन प्रसाद शर्मा के रूप में हुई है। इस शव को मंगलवार सुबह स्थानीय ग्रामीणों ने देखा, जिसकी सूचना स्थानीय पुलिस को दी। मौके पर पहुंची पुलिस ने शव को कब्जे में लेकर पोस्टमार्टम के लिए भेज भेज कर जांच में जुट गई है।: [11, 845, 367, 893]
- swadeshi-col5: उपलब्धियों पर आधारित विभिन्न लोकगीतों का प्रस्तुतीकरण किया गया इस अवसर पर जिलाधिकारी ने कहा कि सांस्कृतिक कार्यक्रमों का मुख्य उद्देश्य स्वदेशी वस्तुओं के प्रति जागरूकता बढ़ाना और साथ ही देश की विविधतापूर्ण कला व संस्कृति को एक मंच प्रदान करना है। उन्होंने कहा कि यह मेला केवल खरीद-बिक्री का केंद्र नहीं, बल्कि हमारी सांस्कृतिक पहचान का उत्सव भी है।: [1156, 1204, 1531, 1266]
- firecracker-headline-2: करने वाले दो गिरफ्तार: [1241, 540, 1446, 572]
- sidebar-text: दीपोत्सव में स्वास्थ्य सेवाओं को और अधिक सशक्त बनाने के लिए अमेठी, अंबेडकरनगर, बाराबंकी और सुल्तानपुर जनपदों से विशेषज्ञ चिकित्सकों की टीमें भी अयोध्या पहुंचेंगी। ये टीमें सम्पूर्ण आयोजन के दौरान अलग-अलग स्थानों पर तैनात रहकर श्रद्धालुओं को स्वास्थ्य सेवाएं प्रदान करेंगी।: [1162, 314, 1520, 354]
- brief-news-box: [3, 68, 375, 1481]
- print-registration-strip: [0, 2380, 1533, 2408]
- dateline: बुधवार, 15 अक्टूबर 2025, लखनऊ: [1249, 31, 1430, 46]
- drowning-dateline: अम्बेडकर नगर।: [580, 1067, 639, 1079]
- brief-dateline: रुदौली अयोध्या ।: [11, 331, 74, 342]
- bullet-rule: [580, 319, 762, 323]
- brief-item: [11, 822, 366, 894]
- women-headline: समाज में महिलाओं की सक्रिय भागीदारी के बिना विकास अधूरा : एसपी: [3, 1968, 859, 2010]
- paper-logo: संदेश वाहक: [72, 11, 273, 60]
- doctor-bullet: सीएम योगी से हुई सीएमओ अधीक्षक की मिलीभगत की शिकायत: [1330, 1725, 1531, 1758]
- byline: संदेश वाहक न्यूज: [4, 1536, 182, 1561]
